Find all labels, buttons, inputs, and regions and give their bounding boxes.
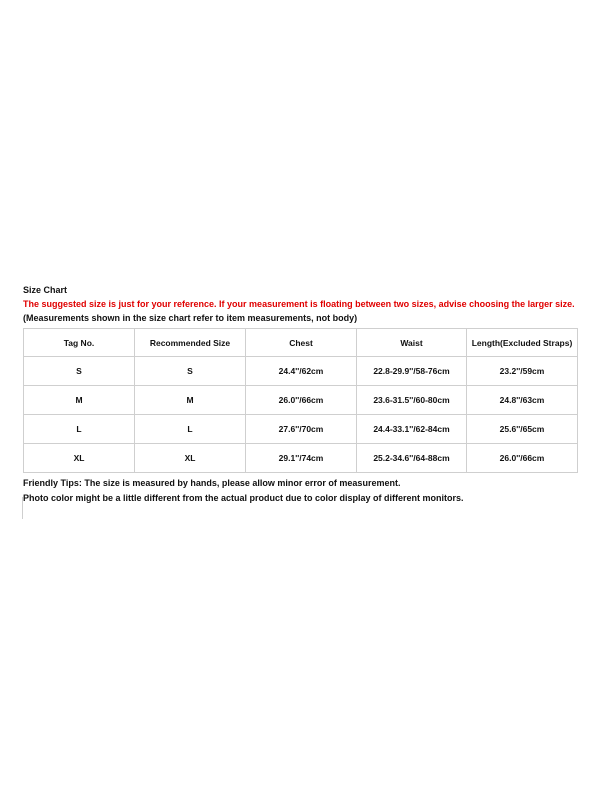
- cell-waist: 24.4-33.1''/62-84cm: [357, 415, 467, 444]
- cell-recommended-size: M: [135, 386, 246, 415]
- cell-chest: 26.0''/66cm: [246, 386, 357, 415]
- left-divider: [22, 497, 23, 519]
- cell-recommended-size: XL: [135, 444, 246, 473]
- header-waist: Waist: [357, 329, 467, 357]
- header-recommended-size: Recommended Size: [135, 329, 246, 357]
- cell-chest: 29.1''/74cm: [246, 444, 357, 473]
- table-header-row: [24, 329, 578, 357]
- size-table: [23, 328, 578, 473]
- table-row: [24, 444, 578, 473]
- cell-recommended-size: L: [135, 415, 246, 444]
- size-advice-note: The suggested size is just for your reference. If your measurement is floating between two sizes, advise choosing the larger size.: [23, 299, 575, 309]
- size-chart-sheet: [23, 283, 579, 506]
- header-length: Length(Excluded Straps): [467, 329, 578, 357]
- cell-length: 25.6''/65cm: [467, 415, 578, 444]
- header-tag-no: Tag No.: [24, 329, 135, 357]
- header-chest: Chest: [246, 329, 357, 357]
- cell-tag-no: S: [24, 357, 135, 386]
- cell-chest: 27.6''/70cm: [246, 415, 357, 444]
- table-row: [24, 357, 578, 386]
- cell-tag-no: M: [24, 386, 135, 415]
- color-disclaimer: Photo color might be a little different from the actual product due to color display of different monitors.: [23, 493, 464, 503]
- cell-waist: 22.8-29.9''/58-76cm: [357, 357, 467, 386]
- cell-tag-no: XL: [24, 444, 135, 473]
- cell-waist: 25.2-34.6''/64-88cm: [357, 444, 467, 473]
- cell-waist: 23.6-31.5''/60-80cm: [357, 386, 467, 415]
- cell-recommended-size: S: [135, 357, 246, 386]
- size-chart-title: Size Chart: [23, 285, 68, 295]
- measurement-note: (Measurements shown in the size chart refer to item measurements, not body): [23, 313, 358, 323]
- table-row: [24, 386, 578, 415]
- cell-length: 26.0''/66cm: [467, 444, 578, 473]
- cell-chest: 24.4''/62cm: [246, 357, 357, 386]
- cell-tag-no: L: [24, 415, 135, 444]
- friendly-tips: Friendly Tips: The size is measured by hands, please allow minor error of measurement.: [23, 478, 401, 488]
- cell-length: 23.2''/59cm: [467, 357, 578, 386]
- table-row: [24, 415, 578, 444]
- cell-length: 24.8''/63cm: [467, 386, 578, 415]
